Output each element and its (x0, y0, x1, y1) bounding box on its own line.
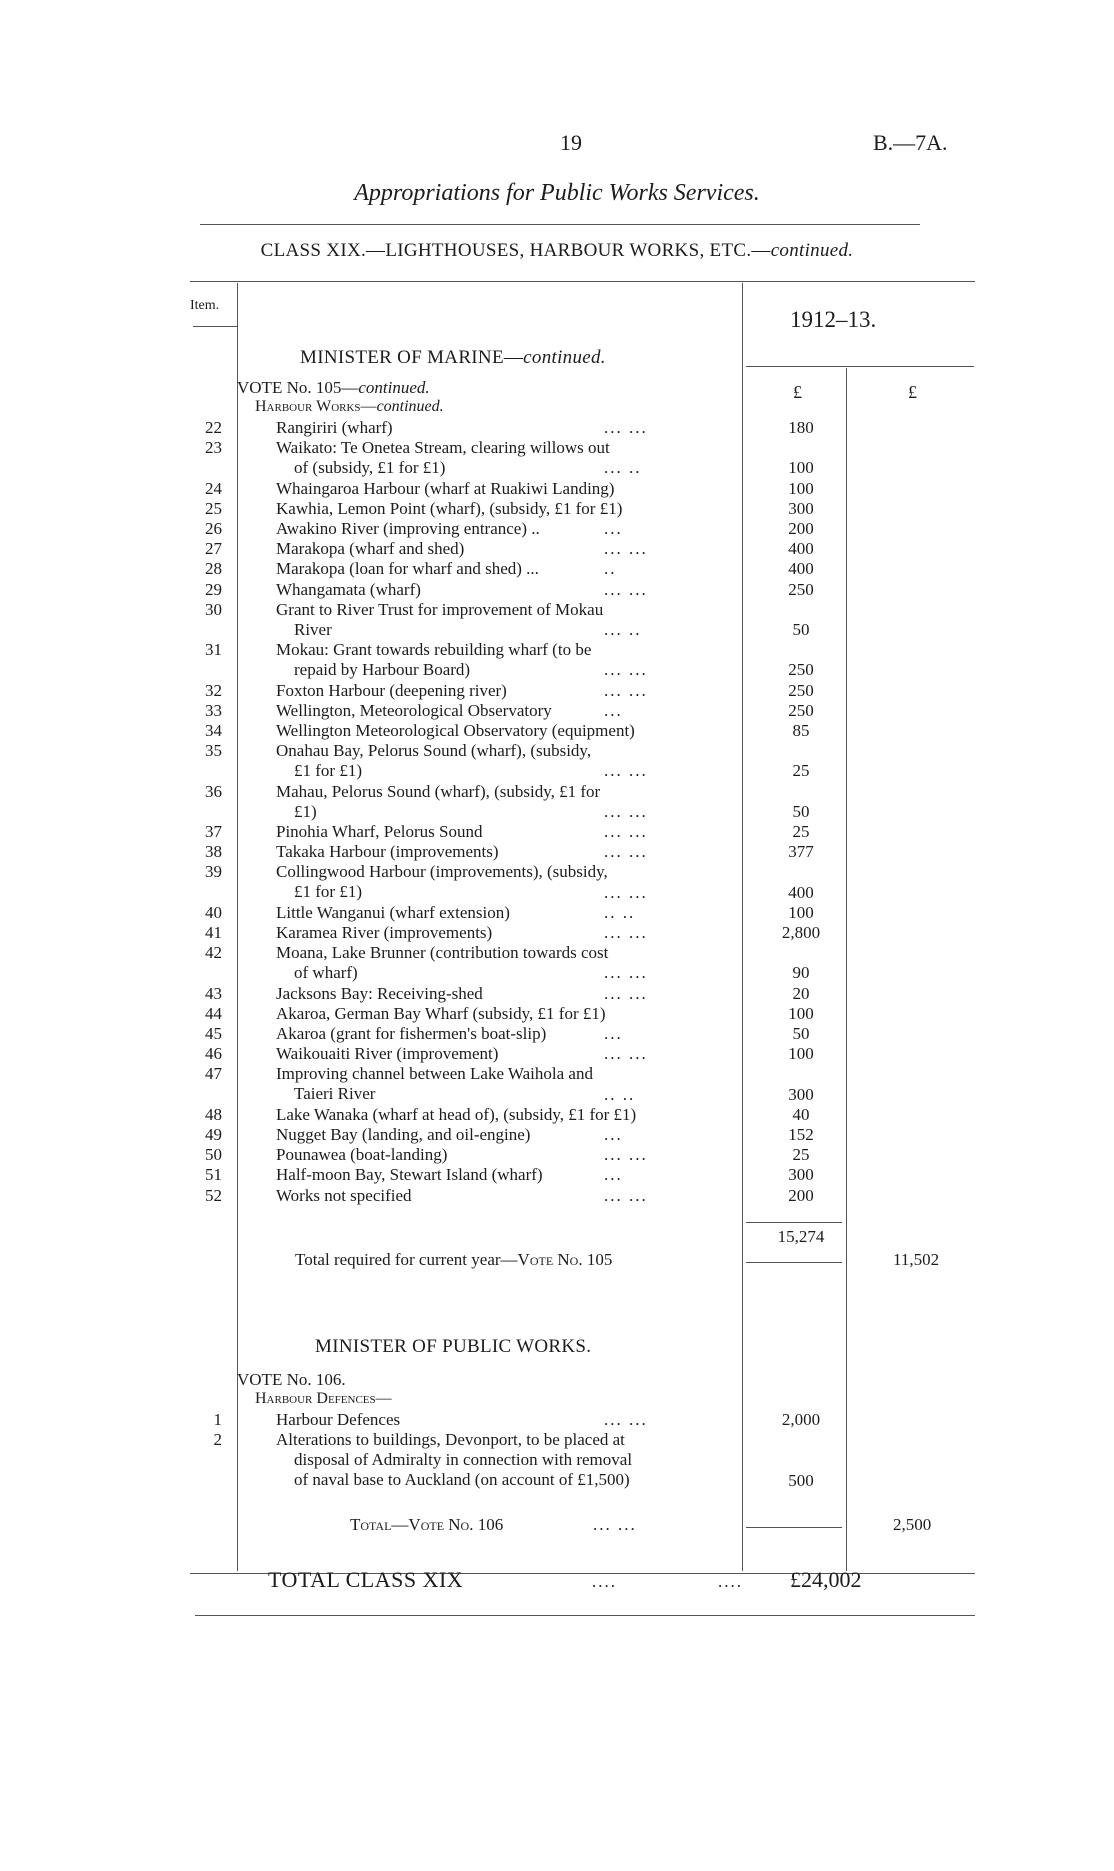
item-number: 23 (205, 438, 222, 458)
vote-106-heading: VOTE No. 106. (237, 1370, 346, 1389)
minister-marine-heading (300, 347, 606, 369)
item-description (276, 842, 718, 862)
class-heading-main: CLASS XIX.—LIGHTHOUSES, HARBOUR WORKS, ETC.— (260, 240, 771, 261)
item-number: 48 (205, 1104, 222, 1124)
item-amount: 100 (788, 1003, 814, 1023)
item-number: 50 (205, 1145, 222, 1165)
leader-dots: ... (604, 519, 623, 538)
item-description (276, 1410, 718, 1430)
vote-105-heading (237, 378, 430, 398)
year-column-header: 1912–13. (790, 307, 877, 332)
leader-dots: ... ... (604, 923, 648, 942)
item-amount: 40 (792, 1104, 810, 1124)
leader-dots: ... ... (604, 418, 648, 437)
vote-105-subtotal: 15,274 (777, 1227, 825, 1246)
item-description (276, 1105, 718, 1125)
item-number: 52 (205, 1185, 222, 1205)
leader-dots: ... ... (604, 761, 648, 781)
leader-dots: ... ... (604, 801, 648, 821)
leader-dots: ... ... (604, 1044, 648, 1064)
page-number: 19 (560, 130, 582, 155)
item-number: 43 (205, 983, 222, 1003)
subtotal-rule (746, 1222, 842, 1223)
item-number: 28 (205, 559, 222, 579)
item-number: 30 (205, 599, 222, 619)
item-amount: 100 (788, 902, 814, 922)
item-amount: 200 (788, 1185, 814, 1205)
description-line: Works not specified (276, 1185, 412, 1205)
item-number: 42 (205, 943, 222, 963)
leader-dots: ... (604, 1165, 623, 1185)
grand-total-amount: £24,002 (790, 1567, 862, 1592)
item-description (276, 681, 718, 701)
item-amount: 250 (788, 680, 814, 700)
item-description (276, 479, 718, 499)
description-line: Mahau, Pelorus Sound (wharf), (subsidy, £1 for (276, 781, 601, 801)
item-number: 40 (205, 902, 222, 922)
item-number: 41 (205, 923, 222, 942)
description-line: repaid by Harbour Board) (294, 660, 471, 680)
description-line: Takaka Harbour (improvements) (276, 842, 499, 862)
description-line: Taieri River (294, 1084, 376, 1104)
description-line: Akaroa (grant for fishermen's boat-slip) (276, 1024, 547, 1043)
item-number: 51 (205, 1165, 222, 1185)
item-description (276, 438, 718, 478)
vote-105-total-rule (746, 1262, 842, 1263)
item-amount: 50 (792, 1024, 810, 1043)
item-description (276, 822, 718, 842)
item-description (276, 1125, 718, 1145)
item-description (276, 1186, 718, 1206)
item-description (276, 903, 718, 923)
item-description (276, 640, 718, 680)
vote-105-total-label-vote: Vote No. 105 (517, 1250, 613, 1269)
description-line: £1 for £1) (294, 882, 362, 902)
item-number: 39 (205, 862, 222, 882)
description-line: Waikouaiti River (improvement) (276, 1044, 499, 1064)
item-number: 45 (205, 1024, 222, 1043)
item-number: 1 (213, 1410, 222, 1429)
leader-dots: ... ... (604, 822, 648, 841)
item-description (276, 1430, 718, 1490)
description-line: Little Wanganui (wharf extension) (276, 902, 510, 922)
description-line: Half-moon Bay, Stewart Island (wharf) (276, 1165, 543, 1185)
minister-marine-suffix: continued. (523, 347, 606, 368)
item-amount: 200 (788, 519, 814, 538)
description-line: of wharf) (294, 963, 358, 983)
item-amount: 377 (788, 842, 814, 862)
item-amount: 100 (788, 458, 814, 478)
description-column-divider (742, 283, 743, 1571)
leader-dots: .. .. (604, 902, 636, 922)
item-amount: 25 (792, 822, 810, 841)
description-line: Waikato: Te Onetea Stream, clearing willows out (276, 438, 610, 458)
year-header-underline (746, 366, 974, 367)
item-amount: 100 (788, 1044, 814, 1064)
description-line: Moana, Lake Brunner (contribution towards cost (276, 943, 609, 963)
harbour-works-heading (255, 398, 444, 416)
item-number: 49 (205, 1125, 222, 1144)
item-amount: 25 (792, 1145, 810, 1165)
item-amount: 400 (788, 559, 814, 579)
description-line: Jacksons Bay: Receiving-shed (276, 983, 483, 1003)
item-amount: 500 (788, 1470, 814, 1490)
description-line: disposal of Admiralty in connection with removal (294, 1450, 633, 1470)
description-line: Awakino River (improving entrance) .. (276, 519, 540, 538)
item-number: 36 (205, 781, 222, 801)
leader-dots: ... ... (604, 1185, 648, 1205)
leader-dots: ... (604, 700, 623, 720)
description-line: Rangiriri (wharf) (276, 418, 393, 437)
table-top-rule (190, 281, 975, 282)
leader-dots: ... ... (604, 1145, 648, 1165)
item-description (276, 519, 718, 539)
amount-column-divider (846, 368, 847, 1571)
grand-total-dots-2: .... (718, 1572, 743, 1591)
description-line: Pinohia Wharf, Pelorus Sound (276, 822, 483, 841)
item-amount: 2,800 (781, 923, 821, 942)
page-bottom-rule (195, 1615, 975, 1616)
item-amount: 25 (792, 761, 810, 781)
item-number: 22 (205, 418, 222, 437)
item-description (276, 741, 718, 781)
item-number: 26 (205, 519, 222, 538)
document-reference: B.—7A. (873, 130, 948, 155)
item-amount: 100 (788, 478, 814, 498)
item-number: 33 (205, 700, 222, 720)
description-line: Wellington Meteorological Observatory (equipment) (276, 721, 635, 740)
leader-dots: ... (604, 1125, 623, 1144)
item-description (276, 701, 718, 721)
class-heading-suffix: continued. (770, 240, 854, 261)
item-amount: 400 (788, 539, 814, 559)
vote-106-total-label (350, 1515, 637, 1535)
item-description (276, 782, 718, 822)
description-line: Improving channel between Lake Waihola and (276, 1064, 593, 1084)
item-column-header: Item. (190, 298, 220, 313)
item-number: 2 (213, 1430, 222, 1450)
minister-public-works-heading: MINISTER OF PUBLIC WORKS. (315, 1336, 592, 1357)
description-line: Marakopa (loan for wharf and shed) ... (276, 559, 539, 579)
item-amount: 50 (792, 801, 810, 821)
item-number: 25 (205, 498, 222, 518)
harbour-works-main: Harbour Works— (255, 398, 377, 415)
item-description (276, 539, 718, 559)
item-description (276, 943, 718, 983)
item-amount: 250 (788, 660, 814, 680)
pound-symbol-totals: £ (908, 382, 917, 402)
item-amount: 300 (788, 498, 814, 518)
leader-dots: ... ... (604, 983, 648, 1003)
pound-symbol-items: £ (793, 382, 802, 402)
harbour-defences-heading: Harbour Defences— (255, 1390, 392, 1407)
item-number: 44 (205, 1003, 222, 1023)
item-description (276, 580, 718, 600)
description-line: Alterations to buildings, Devonport, to be placed at (276, 1430, 625, 1450)
leader-dots: ... (604, 1024, 623, 1043)
description-line: Harbour Defences (276, 1410, 401, 1429)
leader-dots: .. .. (604, 1084, 636, 1104)
title-rule (200, 224, 920, 225)
item-number: 34 (205, 721, 222, 740)
class-heading (0, 240, 1114, 262)
item-amount: 50 (792, 619, 810, 639)
item-amount: 85 (792, 721, 810, 740)
item-description (276, 1004, 718, 1024)
description-line: of (subsidy, £1 for £1) (294, 458, 446, 478)
item-number: 32 (205, 680, 222, 700)
description-line: Foxton Harbour (deepening river) (276, 680, 507, 700)
item-description (276, 499, 718, 519)
item-number: 37 (205, 822, 222, 841)
item-description (276, 923, 718, 943)
vote-105-total-amount: 11,502 (893, 1250, 940, 1269)
vote-106-total-rule (746, 1527, 842, 1528)
grand-total-label: TOTAL CLASS XIX (268, 1567, 464, 1592)
description-line: River (294, 619, 332, 639)
item-amount: 400 (788, 882, 814, 902)
description-line: £1) (294, 801, 317, 821)
leader-dots: ... ... (604, 882, 648, 902)
vote-106-total-amount: 2,500 (893, 1515, 932, 1534)
vote-105-main: VOTE No. 105— (237, 378, 359, 397)
item-amount: 250 (788, 579, 814, 599)
item-description (276, 1024, 718, 1044)
item-description (276, 559, 718, 579)
description-line: Wellington, Meteorological Observatory (276, 700, 552, 720)
item-amount: 20 (792, 983, 810, 1003)
vote-105-total-label-main: Total required for current year— (295, 1250, 518, 1269)
leader-dots: ... ... (604, 1410, 648, 1429)
item-description (276, 1145, 718, 1165)
harbour-works-suffix: continued. (376, 398, 444, 415)
leader-dots: ... ... (604, 963, 648, 983)
description-line: Kawhia, Lemon Point (wharf), (subsidy, £1 for £1) (276, 498, 623, 518)
description-line: of naval base to Auckland (on account of £1,500) (294, 1470, 630, 1490)
item-amount: 90 (792, 963, 810, 983)
item-number: 29 (205, 579, 222, 599)
page-title: Appropriations for Public Works Services. (354, 180, 760, 206)
description-line: Akaroa, German Bay Wharf (subsidy, £1 for £1) (276, 1003, 606, 1023)
leader-dots: ... .. (604, 619, 642, 639)
description-line: Grant to River Trust for improvement of Mokau (276, 599, 604, 619)
item-number: 35 (205, 741, 222, 761)
item-description (276, 721, 718, 741)
leader-dots: ... .. (604, 458, 642, 478)
description-line: Marakopa (wharf and shed) (276, 539, 465, 559)
item-description (276, 984, 718, 1004)
item-number: 47 (205, 1064, 222, 1084)
item-amount: 180 (788, 418, 814, 437)
item-description (276, 600, 718, 640)
item-number: 46 (205, 1044, 222, 1064)
description-line: Mokau: Grant towards rebuilding wharf (to be (276, 640, 592, 660)
leader-dots: ... ... (604, 680, 648, 700)
description-line: Karamea River (improvements) (276, 923, 493, 942)
vote-106-total-dots: ... ... (593, 1515, 637, 1534)
item-amount: 2,000 (781, 1410, 821, 1429)
item-number: 38 (205, 842, 222, 862)
item-description (276, 1064, 718, 1104)
description-line: Whaingaroa Harbour (wharf at Ruakiwi Landing) (276, 478, 615, 498)
description-line: Whangamata (wharf) (276, 579, 421, 599)
item-description (276, 1165, 718, 1185)
vote-105-total-label (295, 1250, 612, 1270)
description-line: Collingwood Harbour (improvements), (subsidy, (276, 862, 608, 882)
minister-marine-main: MINISTER OF MARINE— (300, 347, 524, 368)
item-amount: 250 (788, 700, 814, 720)
description-line: Pounawea (boat-landing) (276, 1145, 448, 1165)
item-number: 24 (205, 478, 222, 498)
description-line: Lake Wanaka (wharf at head of), (subsidy, £1 for £1) (276, 1104, 637, 1124)
item-description (276, 1044, 718, 1064)
vote-106-total-label-text: Total—Vote No. 106 (350, 1515, 504, 1534)
description-line: Nugget Bay (landing, and oil-engine) (276, 1125, 531, 1144)
vote-105-suffix: continued. (358, 378, 430, 397)
description-line: Onahau Bay, Pelorus Sound (wharf), (subsidy, (276, 741, 592, 761)
item-description (276, 862, 718, 902)
leader-dots: .. (604, 559, 617, 579)
leader-dots: ... ... (604, 579, 648, 599)
item-amount: 300 (788, 1084, 814, 1104)
item-description (276, 418, 718, 438)
item-amount: 300 (788, 1165, 814, 1185)
leader-dots: ... ... (604, 842, 648, 862)
item-amount: 152 (788, 1125, 814, 1144)
item-header-underline (193, 326, 237, 327)
description-line: £1 for £1) (294, 761, 362, 781)
item-number: 31 (205, 640, 222, 660)
grand-total-dots-1: .... (592, 1572, 617, 1591)
item-number: 27 (205, 539, 222, 559)
leader-dots: ... ... (604, 660, 648, 680)
leader-dots: ... ... (604, 539, 648, 559)
